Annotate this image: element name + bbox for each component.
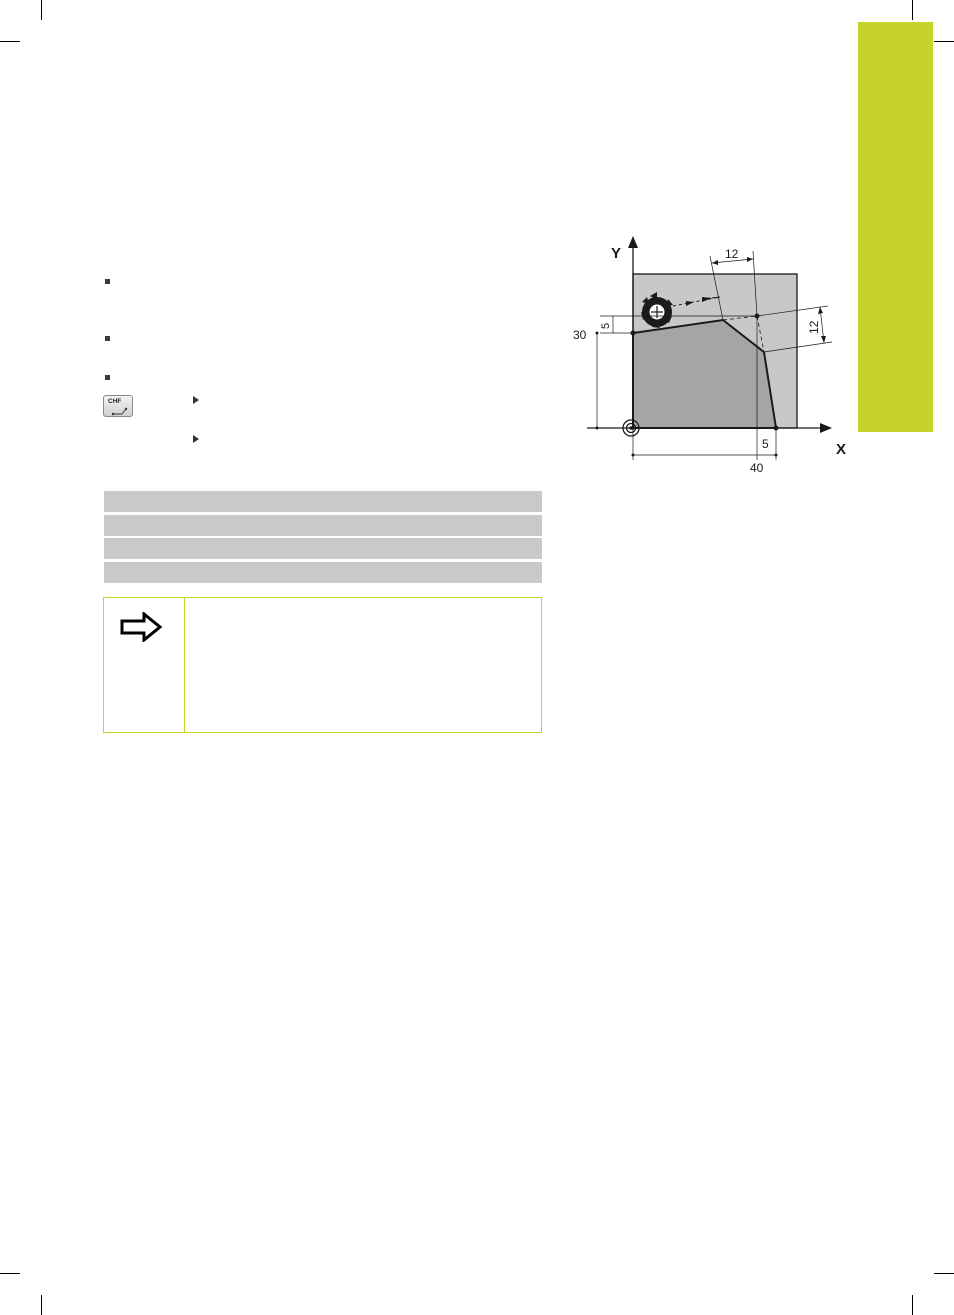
crop-mark [0,1273,20,1274]
dim-bottom-40-label: 40 [750,461,764,475]
y-axis-label: Y [611,245,622,262]
dim-left-30-label: 30 [573,328,587,342]
crop-mark [934,1273,954,1274]
list-bullet [105,336,110,341]
hint-arrow-icon [120,612,164,642]
crop-mark [912,1295,913,1315]
dim-left-5-label: 5 [600,322,612,329]
chapter-thumb-tab [858,22,933,432]
chf-key-label: CHF [108,398,122,405]
x-axis-arrow-icon [820,423,832,433]
chamfer-key-icon [112,407,128,416]
note-divider [184,598,185,732]
chamfer-figure [568,232,858,482]
crop-mark [934,41,954,42]
dim-bottom-5-label: 5 [762,437,769,451]
crop-mark [912,0,913,20]
list-bullet [105,375,110,380]
dim-top-label: 12 [725,247,739,261]
list-bullet [105,279,110,284]
crop-mark [41,0,42,20]
table-row [104,491,542,512]
crop-mark [0,41,20,42]
note-box [103,597,542,733]
y-axis-arrow-icon [628,236,638,248]
table-row [104,538,542,559]
crop-mark [41,1295,42,1315]
table-row [104,515,542,536]
step-arrow-icon [193,435,199,443]
dim-right-label: 12 [807,320,821,334]
chf-key-button[interactable] [103,395,133,417]
x-axis-label: X [836,441,847,458]
step-arrow-icon [193,396,199,404]
table-row [104,562,542,583]
